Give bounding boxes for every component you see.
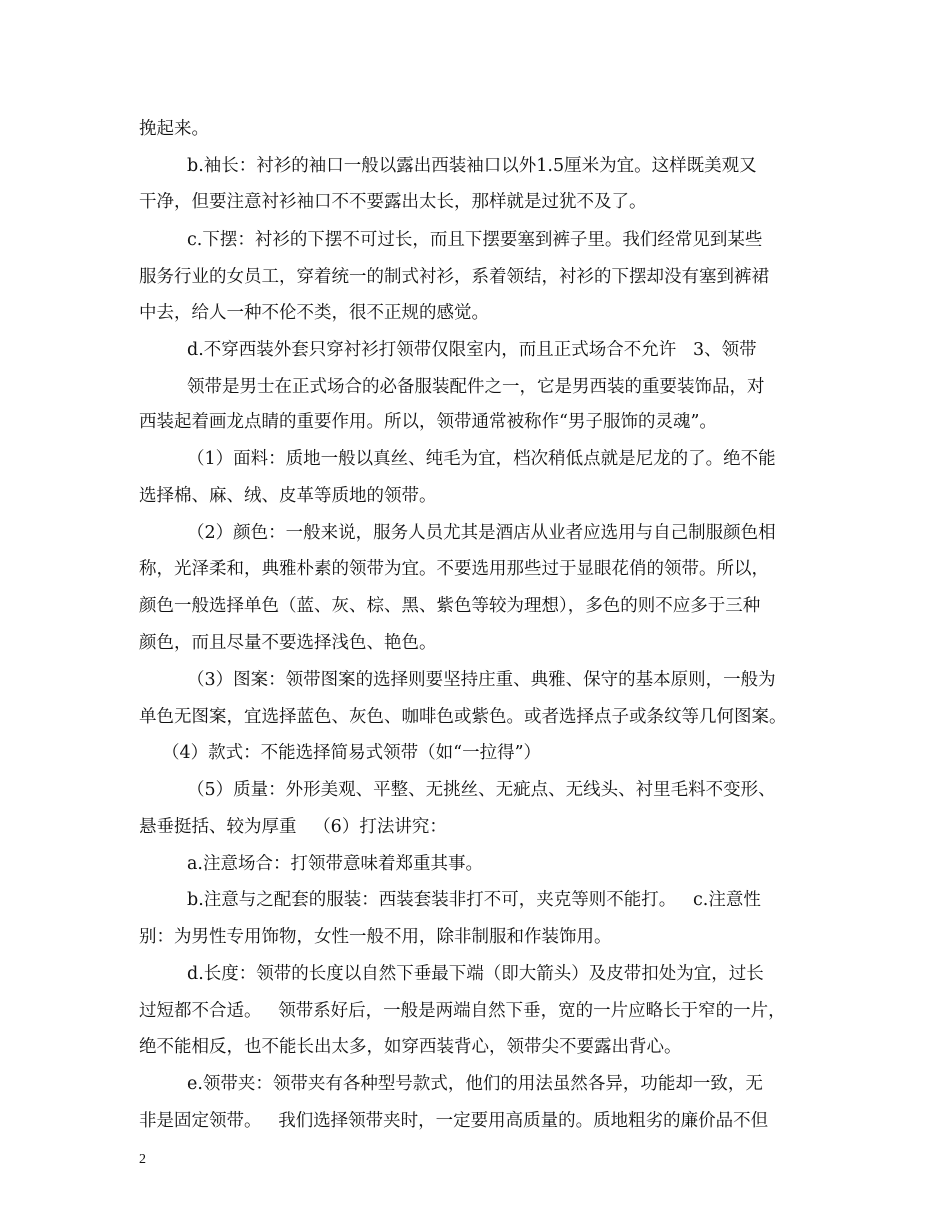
text-line: （5）质量：外形美观、平整、无挑丝、无疵点、无线头、衬里毛料不变形、 (187, 780, 776, 800)
text-line: （2）颜色：一般来说，服务人员尤其是酒店从业者应选用与自己制服颜色相 (187, 523, 776, 543)
text-line: 选择棉、麻、绒、皮革等质地的领带。 (139, 486, 437, 506)
text-line: 绝不能相反，也不能长出太多，如穿西装背心，领带尖不要露出背心。 (139, 1037, 682, 1057)
text-line: （1）面料：质地一般以真丝、纯毛为宜，档次稍低点就是尼龙的了。绝不能 (187, 449, 776, 469)
text-line: 领带是男士在正式场合的必备服装配件之一，它是男西装的重要装饰品，对 (187, 377, 765, 397)
text-line: （3）图案：领带图案的选择则要坚持庄重、典雅、保守的基本原则，一般为 (187, 670, 776, 690)
text-line: 称，光泽柔和，典雅朴素的领带为宜。不要选用那些过于显眼花俏的领带。所以， (139, 559, 769, 579)
text-line: 颜色一般选择单色（蓝、灰、棕、黑、紫色等较为理想），多色的则不应多于三种 (139, 596, 761, 616)
text-line: 悬垂挺括、较为厚重 （6）打法讲究： (139, 817, 447, 837)
text-line: c.下摆：衬衫的下摆不可过长，而且下摆要塞到裤子里。我们经常见到某些 (187, 230, 763, 250)
text-line: 干净，但要注意衬衫袖口不不要露出太长，那样就是过犹不及了。 (139, 192, 647, 212)
text-line: d.不穿西装外套只穿衬衫打领带仅限室内，而且正式场合不允许 3、领带 (187, 340, 757, 360)
text-line: 挽起来。 (139, 119, 209, 139)
text-line: 非是固定领带。 我们选择领带夹时，一定要用高质量的。质地粗劣的廉价品不但 (139, 1111, 769, 1131)
text-line: e.领带夹：领带夹有各种型号款式，他们的用法虽然各异，功能却一致，无 (187, 1074, 763, 1094)
text-line: 西装起着画龙点睛的重要作用。所以，领带通常被称作“男子服饰的灵魂”。 (139, 412, 717, 432)
text-line: 颜色，而且尽量不要选择浅色、艳色。 (139, 633, 437, 653)
text-line: d.长度：领带的长度以自然下垂最下端（即大箭头）及皮带扣处为宜，过长 (187, 964, 764, 984)
text-line: 单色无图案，宜选择蓝色、灰色、咖啡色或紫色。或者选择点子或条纹等几何图案。 (139, 707, 787, 727)
text-line: 别：为男性专用饰物，女性一般不用，除非制服和作装饰用。 (139, 927, 612, 947)
text-line: b.袖长：衬衫的袖口一般以露出西装袖口以外1.5厘米为宜。这样既美观又 (187, 156, 757, 176)
text-line: b.注意与之配套的服装：西装套装非打不可，夹克等则不能打。 c.注意性 (187, 890, 761, 910)
page-number: 2 (139, 1152, 146, 1167)
text-line: a.注意场合：打领带意味着郑重其事。 (187, 854, 483, 874)
text-line: （4）款式：不能选择简易式领带（如“一拉得”） (162, 743, 542, 763)
text-line: 中去，给人一种不伦不类，很不正规的感觉。 (139, 303, 489, 323)
text-line: 过短都不合适。 领带系好后，一般是两端自然下垂，宽的一片应略长于窄的一片， (139, 1001, 786, 1021)
text-line: 服务行业的女员工，穿着统一的制式衬衫，系着领结，衬衫的下摆却没有塞到裤裙 (139, 267, 769, 287)
